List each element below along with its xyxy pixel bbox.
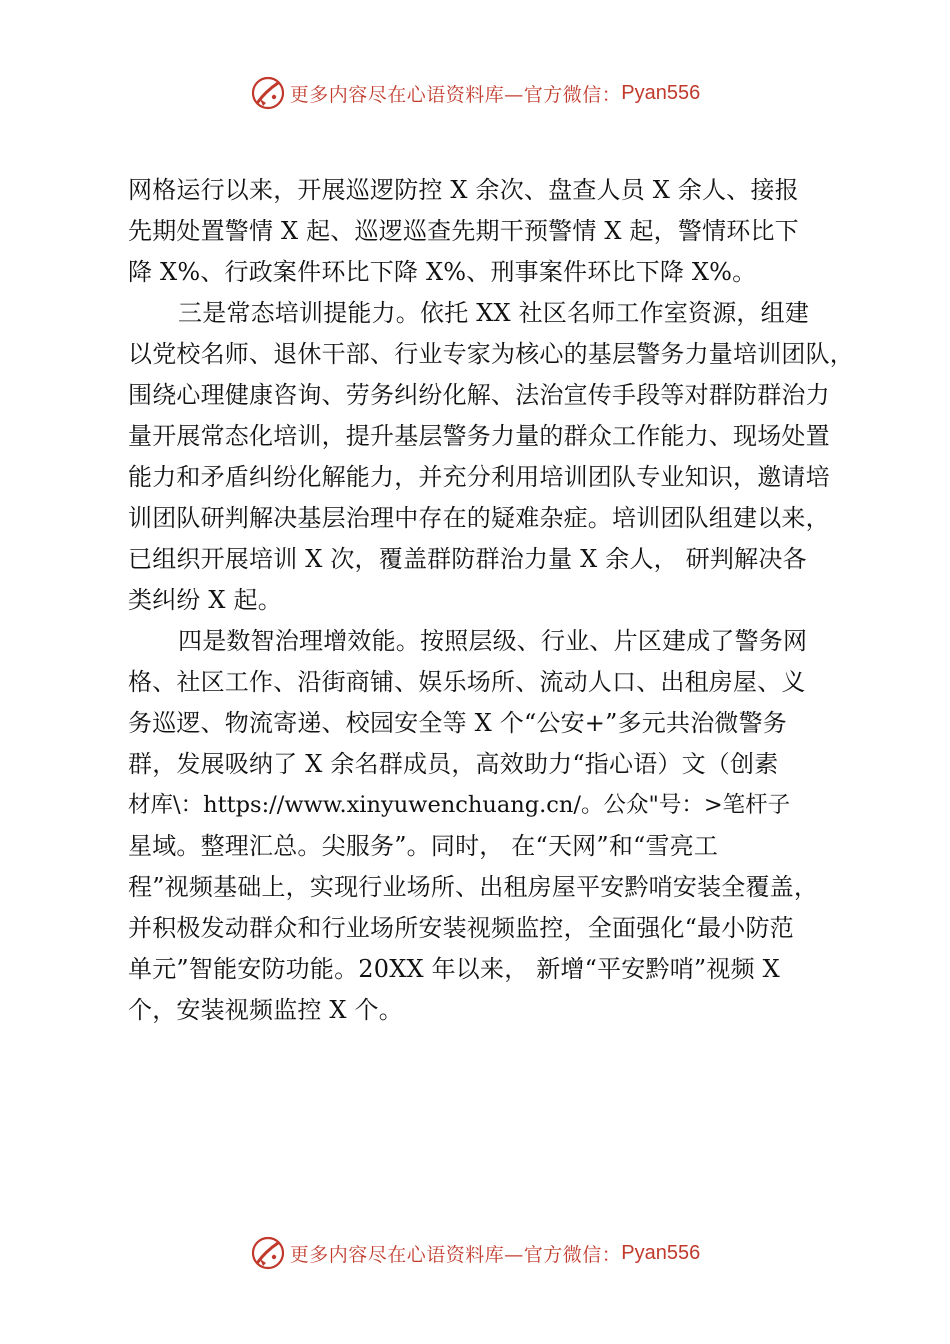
document-body — [128, 170, 853, 1031]
body-line: 训团队研判解决基层治理中存在的疑难杂症。培训团队组建以来， — [128, 504, 830, 532]
body-line: 并积极发动群众和行业场所安装视频监控，全面强化“最小防范 — [128, 914, 794, 942]
header-watermark-id: Pyan556 — [621, 81, 701, 104]
body-line: 先期处置警情 X 起、巡逻巡查先期干预警情 X 起，警情环比下 — [128, 217, 799, 245]
footer-watermark — [0, 1233, 950, 1273]
body-line: 围绕心理健康咨询、劳务纠纷化解、法治宣传手段等对群防群治力 — [128, 381, 830, 409]
body-line: 已组织开展培训 X 次，覆盖群防群治力量 X 余人， 研判解决各 — [128, 545, 807, 573]
paragraph-start-line: 三是常态培训提能力。依托 XX 社区名师工作室资源，组建 — [178, 299, 810, 327]
body-line: 星域。整理汇总。尖服务”。同时， 在“天网”和“雪亮工 — [128, 832, 719, 860]
body-line: 类纠纷 X 起。 — [128, 586, 282, 614]
body-line: 个，安装视频监控 X 个。 — [128, 996, 403, 1024]
header-watermark-text: 更多内容尽在心语资料库—官方微信： — [289, 83, 622, 106]
brush-logo-icon — [250, 1235, 286, 1271]
body-line: 格、社区工作、沿街商铺、娱乐场所、流动人口、出租房屋、义 — [128, 668, 806, 696]
body-line: 群，发展吸纳了 X 余名群成员，高效助力“指心语）文（创素 — [128, 750, 779, 778]
body-line: 能力和矛盾纠纷化解能力，并充分利用培训团队专业知识，邀请培 — [128, 463, 830, 491]
body-line: 单元”智能安防功能。20XX 年以来， 新增“平安黔哨”视频 X — [128, 955, 780, 983]
brush-logo-icon — [250, 75, 286, 111]
body-line: 以党校名师、退休干部、行业专家为核心的基层警务力量培训团队， — [128, 340, 854, 368]
paragraph-start-line: 四是数智治理增效能。按照层级、行业、片区建成了警务网 — [178, 627, 808, 655]
body-line: 降 X%、行政案件环比下降 X%、刑事案件环比下降 X%。 — [128, 258, 757, 286]
body-line: 网格运行以来，开展巡逻防控 X 余次、盘查人员 X 余人、接报 — [128, 176, 799, 204]
body-line: 程”视频基础上，实现行业场所、出租房屋平安黔哨安装全覆盖， — [128, 873, 819, 901]
body-line: 务巡逻、物流寄递、校园安全等 X 个“公安+”多元共治微警务 — [128, 709, 787, 737]
footer-watermark-id: Pyan556 — [621, 1241, 701, 1264]
body-line-url: 材库\：https://www.xinyuwenchuang.cn/。公众"号：>笔杆子 — [128, 792, 791, 818]
footer-watermark-text: 更多内容尽在心语资料库—官方微信： — [289, 1243, 622, 1266]
body-line: 量开展常态化培训，提升基层警务力量的群众工作能力、现场处置 — [128, 422, 830, 450]
header-watermark — [0, 73, 950, 113]
